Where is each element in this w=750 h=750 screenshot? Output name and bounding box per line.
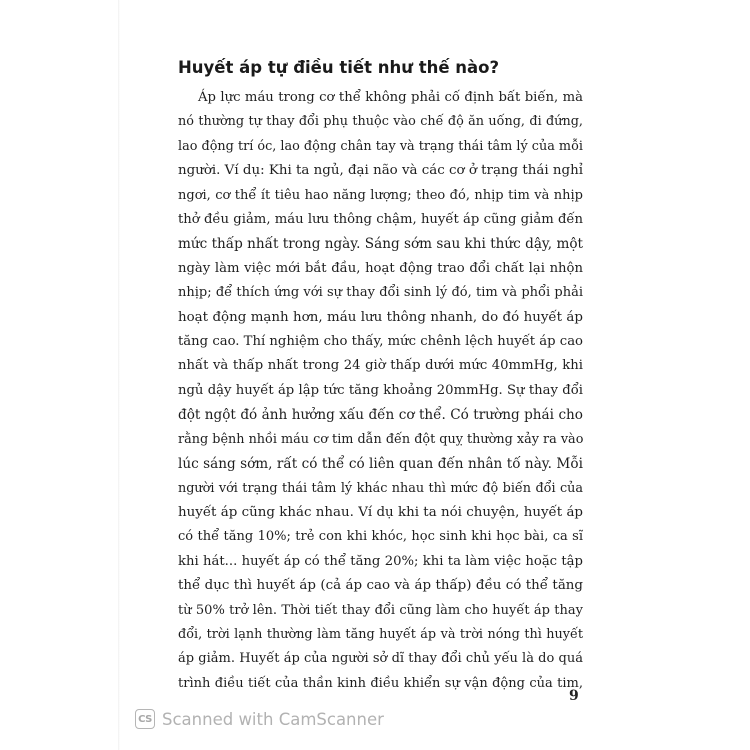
watermark-text: Scanned with CamScanner xyxy=(162,709,384,729)
paragraph-line: tăng cao. Thí nghiệm cho thấy, mức chênh lệch huyết áp cao xyxy=(178,334,583,350)
paragraph-line: người. Ví dụ: Khi ta ngủ, đại não và các cơ ở trạng thái nghỉ xyxy=(178,163,584,179)
paragraph-line: đổi, trời lạnh thường làm tăng huyết áp và trời nóng thì huyết xyxy=(178,626,583,642)
paragraph-line: rằng bệnh nhồi máu cơ tim dẫn đến đột quỵ thường xảy ra vào xyxy=(178,431,584,447)
paragraph-line: nhịp; để thích ứng với sự thay đổi sinh lý đó, tim và phổi phải xyxy=(178,285,583,301)
paragraph-line: đột ngột đó ảnh hưởng xấu đến cơ thể. Có trường phái cho xyxy=(178,407,583,424)
section-heading: Huyết áp tự điều tiết như thế nào? xyxy=(178,58,500,77)
paragraph-line: ngủ dậy huyết áp lập tức tăng khoảng 20mmHg. Sự thay đổi xyxy=(178,382,583,398)
paragraph-line: lao động trí óc, lao động chân tay và trạng thái tâm lý của mỗi xyxy=(178,138,583,154)
paragraph-line: có thể tăng 10%; trẻ con khi khóc, học sinh khi học bài, ca sĩ xyxy=(178,529,583,545)
paragraph-line: hoạt động mạnh hơn, máu lưu thông nhanh, do đó huyết áp xyxy=(178,309,583,325)
paragraph-line: thể dục thì huyết áp (cả áp cao và áp thấp) đều có thể tăng xyxy=(178,578,583,594)
paragraph-line: ngày làm việc mới bắt đầu, hoạt động trao đổi chất lại nhộn xyxy=(178,260,583,276)
paragraph-line: trình điều tiết của thần kinh điều khiển sự vận động của tim, xyxy=(178,675,583,691)
paragraph-line: ngơi, cơ thể ít tiêu hao năng lượng; theo đó, nhịp tim và nhịp xyxy=(178,187,583,203)
camscanner-watermark xyxy=(135,709,384,729)
paragraph-line: từ 50% trở lên. Thời tiết thay đổi cũng làm cho huyết áp thay xyxy=(178,602,583,618)
paragraph-line: người với trạng thái tâm lý khác nhau thì mức độ biến đổi của xyxy=(178,480,583,496)
body-paragraph xyxy=(178,86,583,696)
camscanner-logo-icon: CS xyxy=(135,709,155,729)
paragraph-line: nó thường tự thay đổi phụ thuộc vào chế độ ăn uống, đi đứng, xyxy=(178,114,583,130)
page-edge-shadow xyxy=(118,0,120,750)
paragraph-line: áp giảm. Huyết áp của người sở dĩ thay đổi chủ yếu là do quá xyxy=(178,651,583,667)
page-number: 9 xyxy=(569,688,579,704)
paragraph-line: khi hát... huyết áp có thể tăng 20%; khi ta làm việc hoặc tập xyxy=(178,553,583,569)
paragraph-line: thở đều giảm, máu lưu thông chậm, huyết áp cũng giảm đến xyxy=(178,212,583,228)
paragraph-line: mức thấp nhất trong ngày. Sáng sớm sau khi thức dậy, một xyxy=(178,236,583,253)
paragraph-line: lúc sáng sớm, rất có thể có liên quan đến nhân tố này. Mỗi xyxy=(178,456,583,473)
paragraph-line: nhất và thấp nhất trong 24 giờ thấp dưới mức 40mmHg, khi xyxy=(178,358,583,374)
paragraph-line: Áp lực máu trong cơ thể không phải cố định bất biến, mà xyxy=(198,90,583,105)
paragraph-line: huyết áp cũng khác nhau. Ví dụ khi ta nói chuyện, huyết áp xyxy=(178,504,583,520)
